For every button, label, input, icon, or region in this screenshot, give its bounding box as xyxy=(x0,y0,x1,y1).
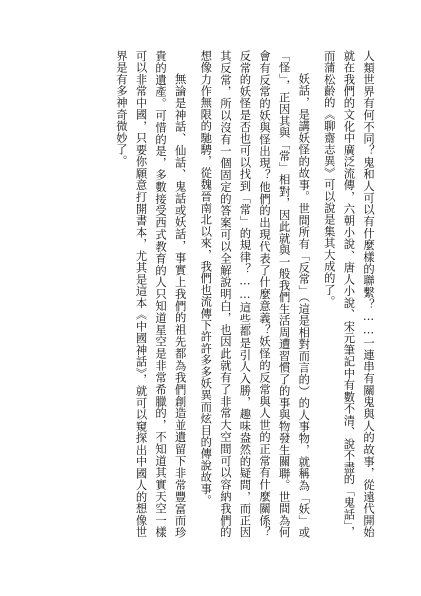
paragraph-cultural-heritage: 無論是神話、仙話、鬼話或妖話，事實上我們的祖先都為我們創造並遺留下非常豐富而珍貴的遺產。可惜的是，多數接受西式教育的人只知道星空是非常希臘的，不知道其實天空一樣可以非常中國，只要你願意打開書本，尤其是這本《中國神話》，就可以窺探出中國人的想像世界是有多神奇微妙了。 xyxy=(114,50,187,538)
paragraph-ghost-tales-end: 人類世界有何不同？鬼和人可以有什麼樣的聯繫？……一連串有關鬼與人的故事，從遠代開始就在我們的文化中廣泛流傳，六朝小說、唐人小說、宋元筆記中有數不清、說不盡的「鬼話」，而蒲松齡的《聊齋志異》可以說是集其大成的了。 xyxy=(322,50,375,538)
paragraph-monster-tales: 妖話，是講妖怪的故事。世間所有「反常」（這是相對而言的）的人事物，就稱為「妖」或「怪」，正因其與「常」相對，因此就與一般我們生活周遭習慣了的事與物發生關聯。世間為何會有反常的妖與怪出現？他們的出現代表了什麼意義？妖怪的反常與人世的正常有什麼關係？反常的妖怪是否也可以找到「常」的規律？……這些都是引人入勝，趣味盎然的疑問，而正因其反常，所以沒有一個固定的答案可以全解說明白，也因此就有了非常大空間可以容納我們的想像力作無限的馳騁，從魏晉南北以來，我們也流傳下許許多多妖異而炫目的傳說故事。 xyxy=(199,50,311,538)
vertical-text-block xyxy=(62,50,378,538)
